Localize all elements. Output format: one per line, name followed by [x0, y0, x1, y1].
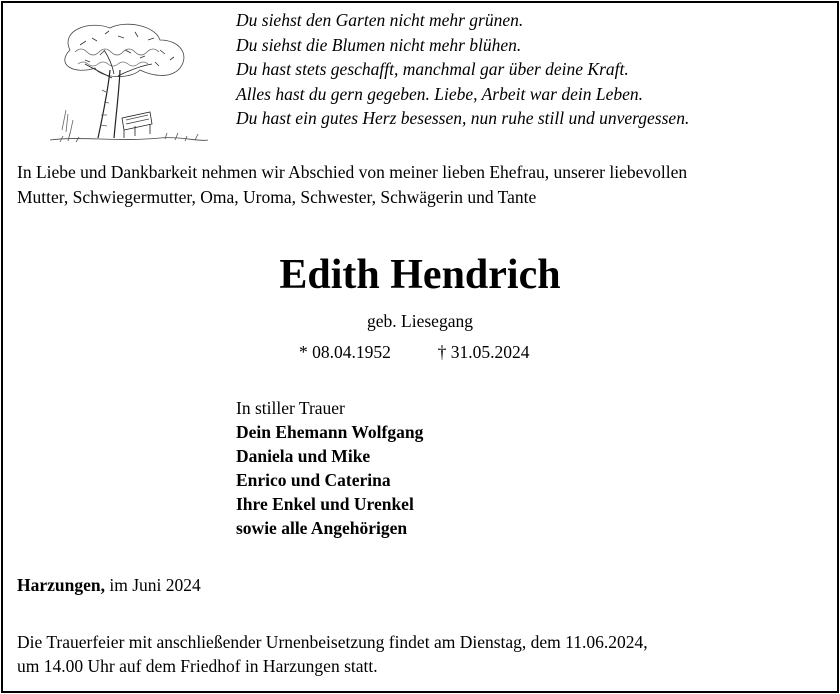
mourners-block	[236, 396, 423, 540]
town: Harzungen,	[17, 575, 105, 595]
poem	[236, 8, 689, 131]
funeral-line: um 14.00 Uhr auf dem Friedhof in Harzungen statt.	[17, 656, 378, 676]
tree-bench-illustration	[40, 20, 210, 148]
mourner-name: Enrico und Caterina	[236, 470, 391, 490]
birth-date: * 08.04.1952	[299, 342, 391, 362]
mourners-heading: In stiller Trauer	[236, 398, 345, 418]
deceased-name: Edith Hendrich	[279, 252, 561, 298]
intro-line: Mutter, Schwiegermutter, Oma, Uroma, Schwester, Schwägerin und Tante	[17, 187, 537, 207]
funeral-info	[17, 630, 648, 678]
birth-name: geb. Liesegang	[367, 311, 473, 331]
intro-text	[17, 160, 687, 210]
mourner-name: Dein Ehemann Wolfgang	[236, 422, 424, 442]
mourner-name: Daniela und Mike	[236, 446, 371, 466]
funeral-line: Die Trauerfeier mit anschließender Urnenbeisetzung findet am Dienstag, dem 11.06.2024,	[17, 632, 648, 652]
intro-line: In Liebe und Dankbarkeit nehmen wir Abschied von meiner lieben Ehefrau, unserer liebevollen	[17, 162, 688, 182]
poem-line: Alles hast du gern gegeben. Liebe, Arbeit war dein Leben.	[236, 83, 643, 104]
notice-date: im Juni 2024	[109, 575, 201, 595]
poem-line: Du siehst den Garten nicht mehr grünen.	[236, 10, 524, 30]
life-dates	[299, 340, 530, 364]
mourner-name: sowie alle Angehörigen	[236, 518, 408, 538]
poem-line: Du siehst die Blumen nicht mehr blühen.	[236, 34, 522, 55]
poem-line: Du hast ein gutes Herz besessen, nun ruhe still und unvergessen.	[236, 108, 690, 128]
mourner-name: Ihre Enkel und Urenkel	[236, 494, 414, 514]
death-date: † 31.05.2024	[437, 342, 530, 362]
poem-line: Du hast stets geschafft, manchmal gar über deine Kraft.	[236, 59, 629, 79]
place-date	[17, 573, 201, 597]
